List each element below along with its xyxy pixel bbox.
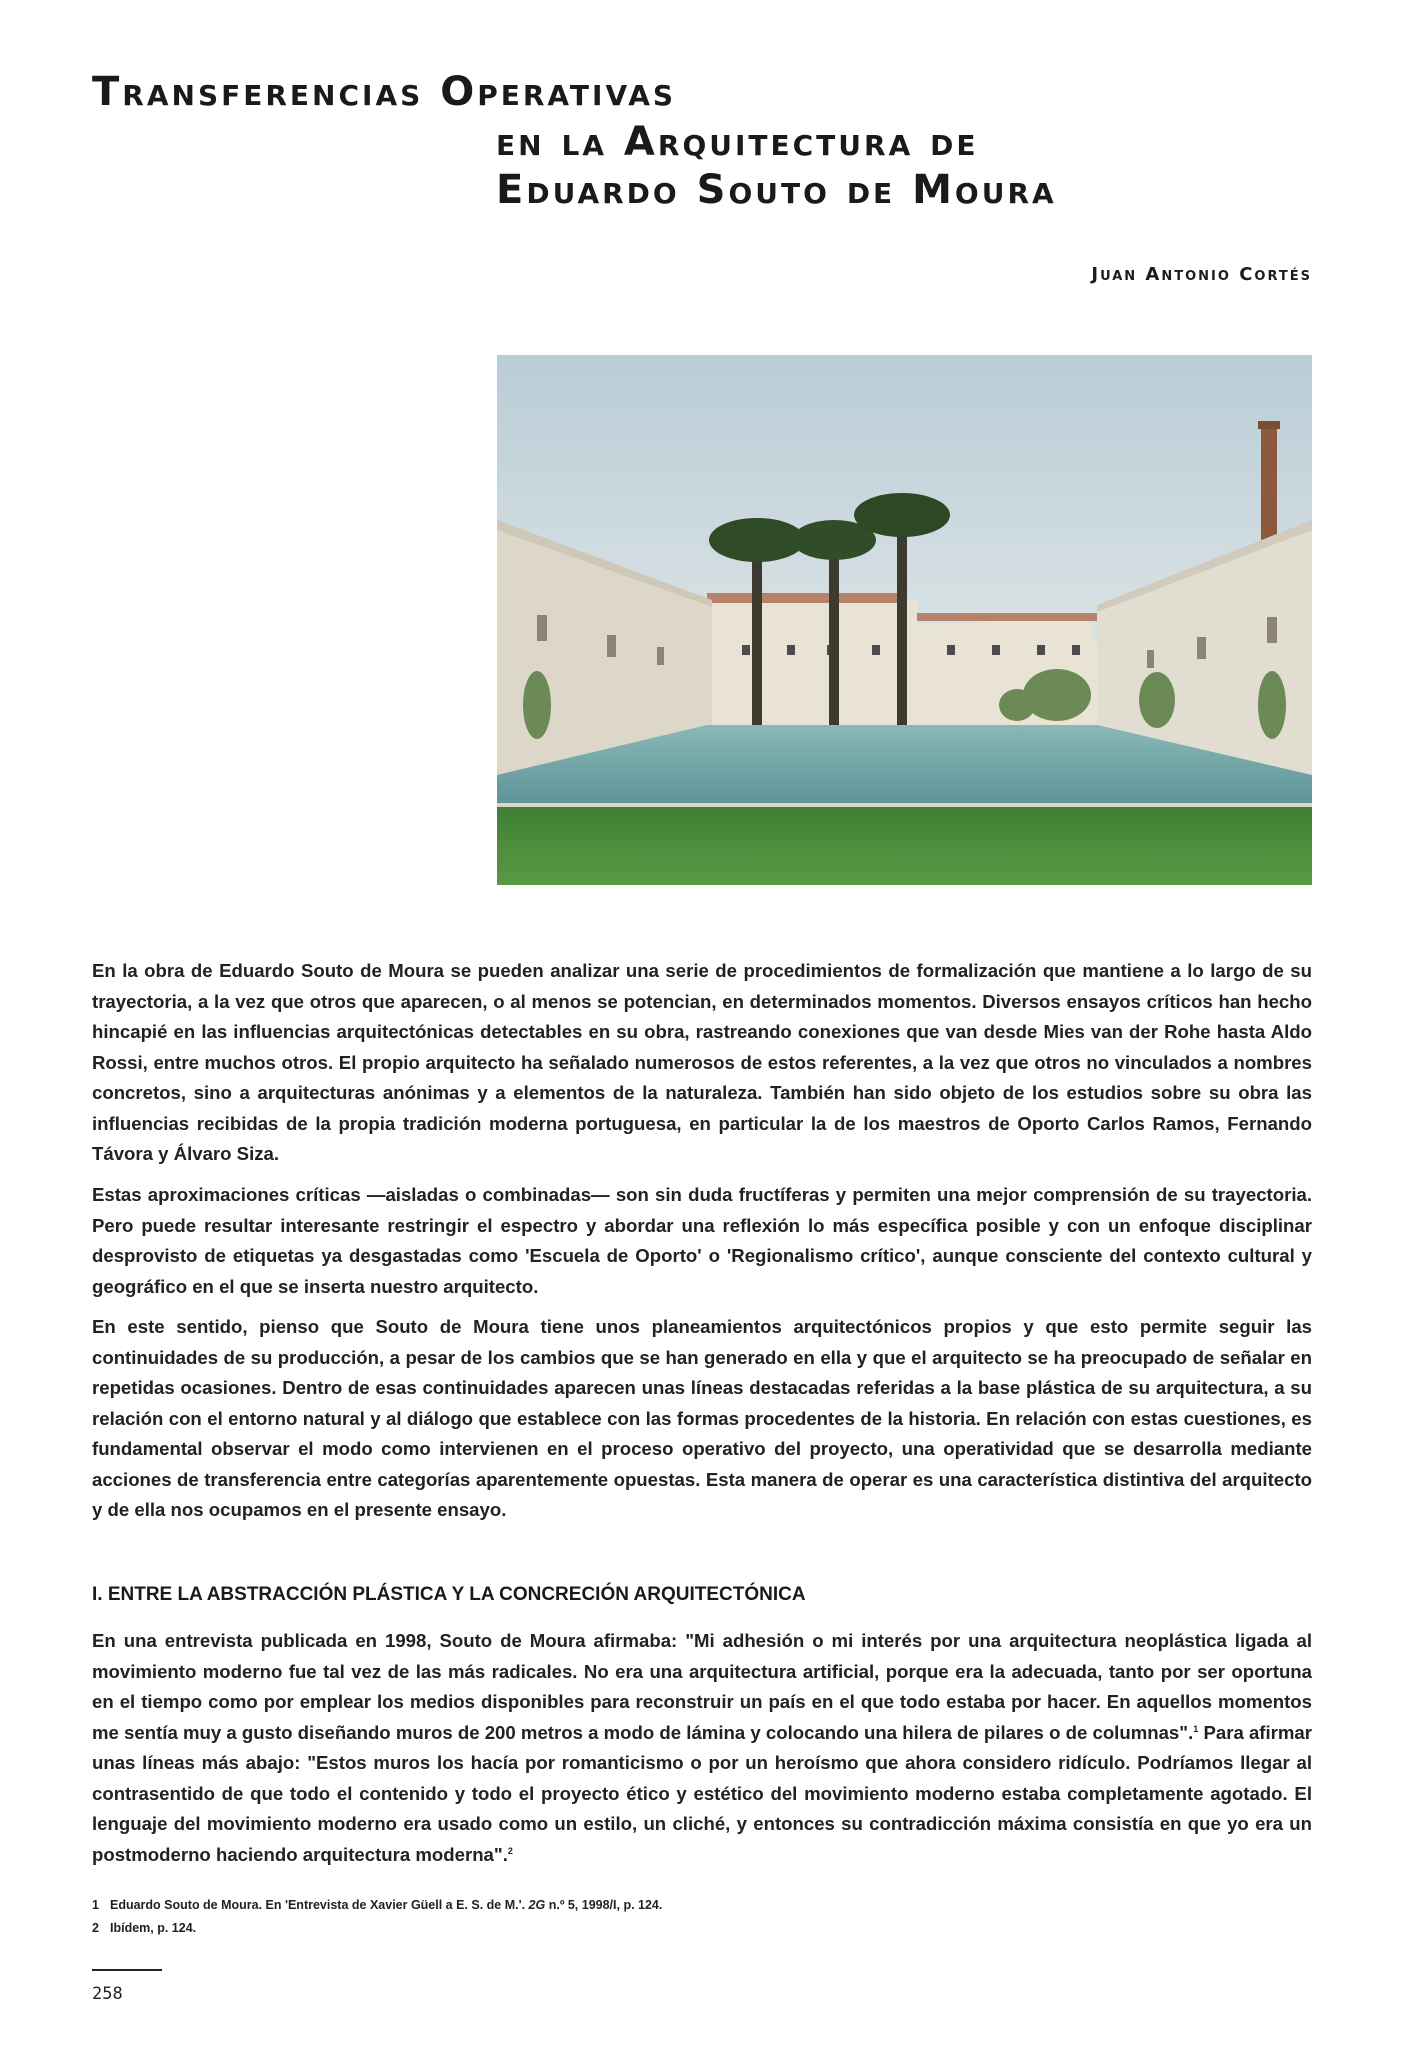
section-text-part-1: En una entrevista publicada en 1998, Souto de Moura afirmaba: "Mi adhesión o mi interés por una arquitectura neoplástica ligada al movimiento moderno fue tal vez de las más radicales. No era una arquitectura artificial, porque era la adecuada, tanto por ser oportuna en el tiempo como por emplear los medios disponibles para reconstruir un país en el que todo estaba por hacer. En aquellos momentos me sentía muy a gusto diseñando muros de 200 metros a modo de lámina y colocando una hilera de pilares o de columnas". (92, 1630, 1312, 1743)
title-line-1: Transferencias Operativas (92, 69, 677, 115)
footnote-text: Ibídem, p. 124. (110, 1921, 197, 1935)
footnote-number: 1 (92, 1898, 99, 1912)
section-text-part-2: Para afirmar unas líneas más abajo: "Estos muros los hacía por romanticismo o por un heroísmo que ahora considero ridículo. Podríamos llegar al contrasentido de que todo el contenido y todo el proyecto ético y estético del movimiento moderno estaba completamente agotado. El lenguaje del movimiento moderno era usado como un estilo, un cliché, y entonces su contradicción máxima consistía en que yo era un postmoderno haciendo arquitectura moderna". (92, 1721, 1313, 1865)
footnote-text-a: Eduardo Souto de Moura. En 'Entrevista de Xavier Güell a E. S. de M.'. (110, 1898, 529, 1912)
section-heading: I. ENTRE LA ABSTRACCIÓN PLÁSTICA Y LA CONCRECIÓN ARQUITECTÓNICA (92, 1584, 806, 1605)
title-line-2: en la Arquitectura de (496, 119, 979, 165)
lawn (497, 807, 1312, 885)
footnote-number: 2 (92, 1921, 99, 1935)
paragraph-2: Estas aproximaciones críticas —aisladas o combinadas— son sin duda fructíferas y permiten una mejor comprensión de su trayectoria. Pero puede resultar interesante restringir el espectro y abordar una reflexión lo más específica posible y con un enfoque disciplinar desprovisto de etiquetas ya desgastadas como 'Escuela de Oporto' o 'Regionalismo crítico', aunque consciente del contexto cultural y geográfico en el que se inserta nuestro arquitecto. (92, 1184, 1312, 1297)
paragraph-3: En este sentido, pienso que Souto de Moura tiene unos planeamientos arquitectónicos propios y que esto permite seguir las continuidades de su producción, a pesar de los cambios que se han generado en ella y que el arquitecto se ha preocupado de señalar en repetidas ocasiones. Dentro de esas continuidades aparecen unas líneas destacadas referidas a la base plástica de su arquitectura, a su relación con el entorno natural y al diálogo que establece con las formas procedentes de la historia. En relación con estas cuestiones, es fundamental observar el modo como intervienen en el proceso operativo del proyecto, una operatividad que se desarrolla mediante acciones de transferencia entre categorías aparentemente opuestas. Esta manera de operar es una característica distintiva del arquitecto y de ella nos ocupamos en el presente ensayo. (92, 1316, 1312, 1520)
footnote-ref-2[interactable]: 2 (507, 1845, 513, 1856)
footnote-text-b: n.º 5, 1998/I, p. 124. (545, 1898, 663, 1912)
title-line-3: Eduardo Souto de Moura (496, 167, 1057, 213)
footnotes (92, 1898, 662, 1944)
author-name: Juan Antonio Cortés (1091, 264, 1312, 285)
footnote-text (110, 1898, 662, 1912)
footnote-2 (92, 1921, 662, 1935)
footnote-ref-1[interactable]: 1 (1193, 1723, 1199, 1734)
page-number: 258 (92, 1984, 123, 2004)
footer-rule (92, 1969, 162, 1971)
paragraph-1: En la obra de Eduardo Souto de Moura se pueden analizar una serie de procedimientos de formalización que mantiene a lo largo de su trayectoria, a la vez que otros que aparecen, o al menos se potencian, en determinados momentos. Diversos ensayos críticos han hecho hincapié en las influencias arquitectónicas detectables en su obra, rastreando conexiones que van desde Mies van der Rohe hasta Aldo Rossi, entre muchos otros. El propio arquitecto ha señalado numerosos de estos referentes, a la vez que otros no vinculados a nombres concretos, sino a arquitecturas anónimas y a elementos de la naturaleza. También han sido objeto de los estudios sobre su obra las influencias recibidas de la propia tradición moderna portuguesa, en particular la de los maestros de Oporto Carlos Ramos, Fernando Távora y Álvaro Siza. (92, 960, 1312, 1164)
section-paragraph (92, 1626, 1312, 1870)
courtyard-photo (497, 355, 1312, 885)
footnote-1 (92, 1898, 662, 1912)
footnote-journal: 2G (528, 1898, 546, 1912)
